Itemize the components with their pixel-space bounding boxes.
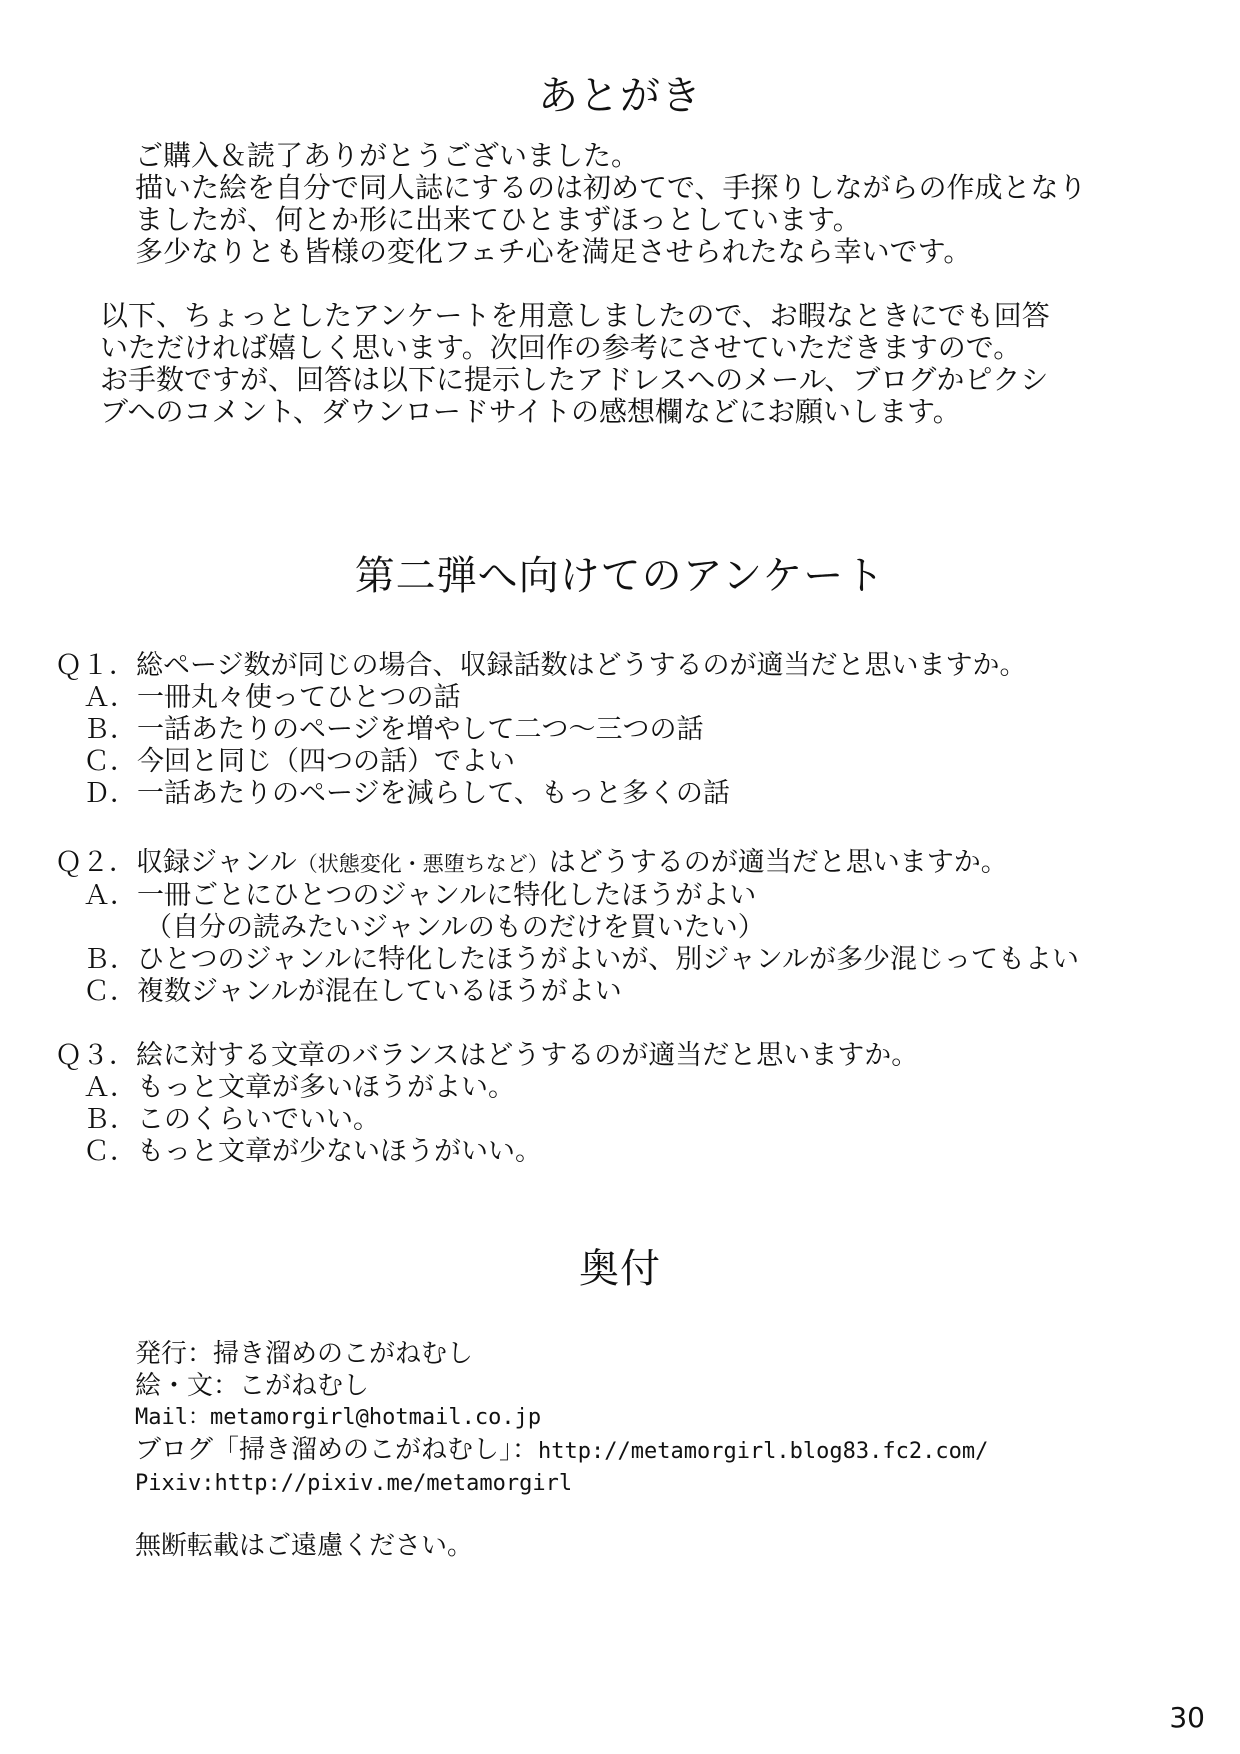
survey-heading: 第二弾へ向けてのアンケート [354,553,886,599]
afterword-line: ブへのコメント、ダウンロードサイトの感想欄などにお願いします。 [100,395,961,428]
colophon-notice [135,1530,473,1562]
answer-option: Ｃ．複数ジャンルが混在しているほうがよい [83,976,622,1007]
author-line: 絵・文：こがねむし [135,1371,370,1401]
colophon-heading: 奥付 [579,1246,661,1292]
afterword-line: ご購入＆読了ありがとうございました。 [135,139,640,172]
afterword-line: 多少なりとも皆様の変化フェチ心を満足させられたなら幸いです。 [135,235,972,268]
answer-option: Ｃ．今回と同じ（四つの話）でよい [83,746,515,777]
blog-line [135,1434,988,1468]
afterword-line: お手数ですが、回答は以下に提示したアドレスへのメール、ブログかピクシ [100,363,1049,396]
afterword-line: いただければ嬉しく思います。次回作の参考にさせていただきますので。 [100,331,1022,364]
page-number: 30 [1169,1701,1205,1734]
question-text: Ｑ３．絵に対する文章のバランスはどうするのが適当だと思いますか。 [55,1040,919,1071]
survey-q1 [55,650,1026,810]
afterword-heading: あとがき [538,73,702,119]
answer-option: Ｄ．一話あたりのページを減らして、もっと多くの話 [83,778,730,809]
answer-option-note: （自分の読みたいジャンルのものだけを買いたい） [145,912,765,943]
answer-option: Ａ．一冊ごとにひとつのジャンルに特化したほうがよい [83,880,757,911]
afterword-line: 描いた絵を自分で同人誌にするのは初めてで、手探りしながらの作成となり [135,171,1087,204]
answer-option: Ｃ．もっと文章が少ないほうがいい。 [83,1136,542,1167]
question-text: Ｑ１．総ページ数が同じの場合、収録話数はどうするのが適当だと思いますか。 [55,650,1027,681]
afterword-line: ましたが、何とか形に出来てひとまずほっとしています。 [135,203,861,236]
afterword-paragraph-1 [135,140,1086,268]
publisher-line: 発行：掃き溜めのこがねむし [135,1339,474,1369]
question-prefix: Ｑ２．収録ジャンル [55,847,297,878]
pixiv-line: Pixiv:http://pixiv.me/metamorgirl [135,1471,573,1496]
colophon-info [135,1338,988,1500]
mail-line: Mail：metamorgirl@hotmail.co.jp [135,1405,542,1430]
afterword-paragraph-2 [100,300,1050,428]
answer-option: Ｂ．このくらいでいい。 [83,1104,380,1135]
question-note: （状態変化・悪堕ちなど） [296,852,549,876]
survey-q3 [55,1040,918,1168]
survey-q2 [55,847,1079,1008]
answer-option: Ｂ．一話あたりのページを増やして二つ～三つの話 [83,714,704,745]
question-text [55,847,1079,880]
blog-label: ブログ「掃き溜めのこがねむし」： [135,1435,539,1465]
reprint-notice: 無断転載はご遠慮ください。 [135,1531,474,1561]
blog-url-link[interactable]: http://metamorgirl.blog83.fc2.com/ [538,1439,989,1464]
answer-option: Ａ．もっと文章が多いほうがよい。 [83,1072,515,1103]
answer-option: Ｂ．ひとつのジャンルに特化したほうがよいが、別ジャンルが多少混じってもよい [83,944,1080,975]
answer-option: Ａ．一冊丸々使ってひとつの話 [83,682,461,713]
afterword-line: 以下、ちょっとしたアンケートを用意しましたので、お暇なときにでも回答 [100,299,1050,332]
question-suffix: はどうするのが適当だと思いますか。 [548,847,1008,878]
